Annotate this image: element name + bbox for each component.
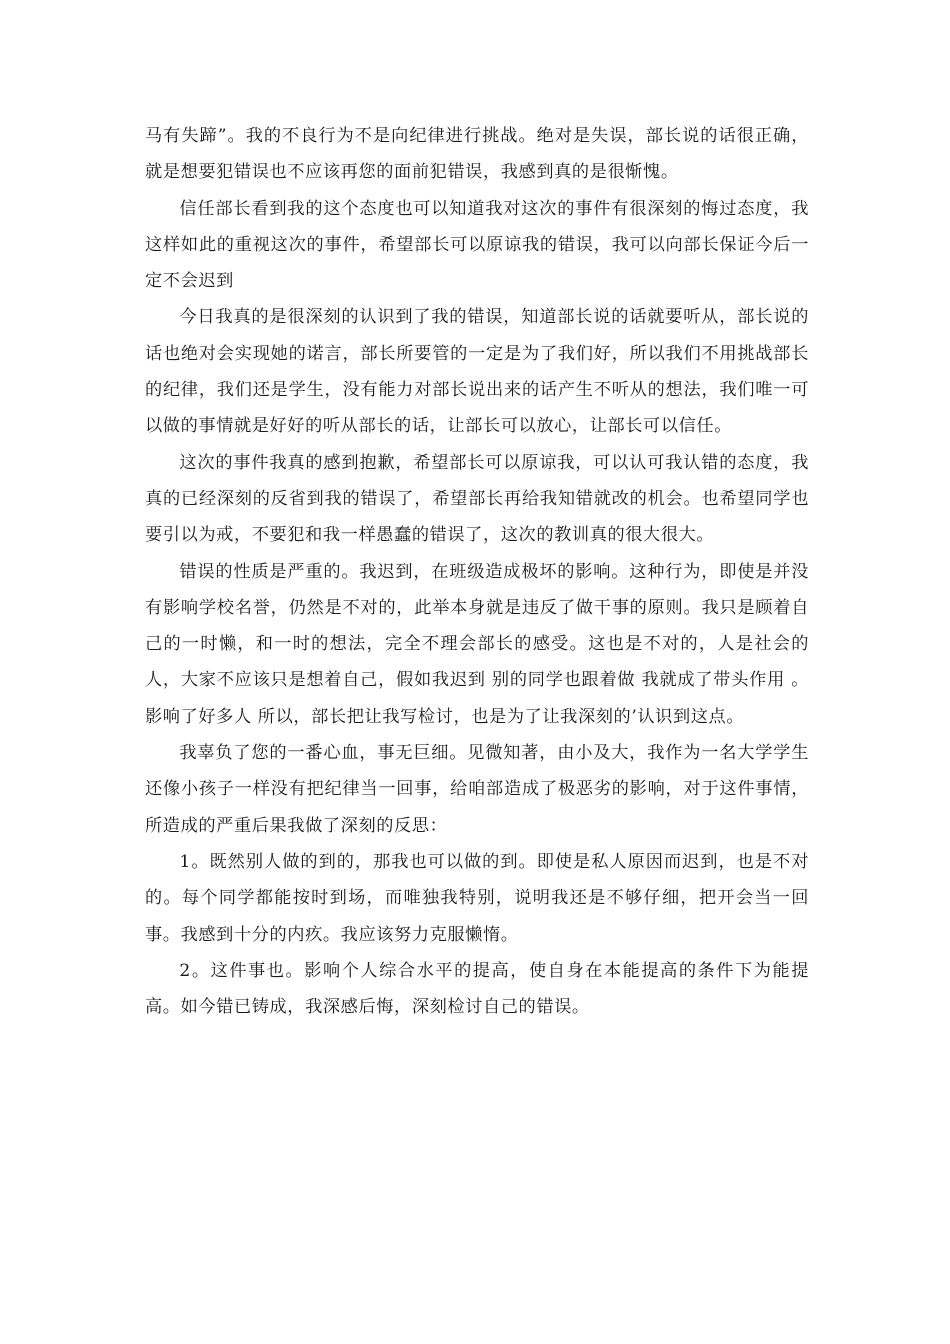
paragraph-6: 我辜负了您的一番心血，事无巨细。见微知著，由小及大，我作为一名大学学生还像小孩子一样没有把纪律当一回事，给咱部造成了极恶劣的影响，对于这件事情，所造成的严重后果我做了深刻的反思： (145, 743, 809, 836)
paragraph-7: 1。既然别人做的到的，那我也可以做的到。即使是私人原因而迟到，也是不对的。每个同学都能按时到场，而唯独我特别，说明我还是不够仔细，把开会当一回事。我感到十分的内疚。我应该努力克服懒惰。 (145, 851, 809, 945)
paragraph-5: 错误的性质是严重的。我迟到，在班级造成极坏的影响。这种行为，即使是并没有影响学校名誉，仍然是不对的，此举本身就是违反了做干事的原则。我只是顾着自己的一时懒，和一时的想法，完全不理会部长的感受。这也是不对的，人是社会的人，大家不应该只是想着自己，假如我迟到 别的同学也跟着做 我就成了带头作用 。影响了好多人 所以，部长把让我写检讨，也是为了让我深刻的’认识到这点。 (145, 561, 809, 727)
document-body (145, 118, 809, 1025)
paragraph-1: 马有失蹄”。我的不良行为不是向纪律进行挑战。绝对是失误，部长说的话很正确，就是想要犯错误也不应该再您的面前犯错误，我感到真的是很惭愧。 (145, 126, 809, 183)
paragraph-3: 今日我真的是很深刻的认识到了我的错误，知道部长说的话就要听从，部长说的话也绝对会实现她的诺言，部长所要管的一定是为了我们好，所以我们不用挑战部长的纪律，我们还是学生，没有能力对部长说出来的话产生不听从的想法，我们唯一可以做的事情就是好好的听从部长的话，让部长可以放心，让部长可以信任。 (145, 307, 809, 437)
paragraph-8: 2。这件事也。影响个人综合水平的提高，使自身在本能提高的条件下为能提高。如今错已铸成，我深感后悔，深刻检讨自己的错误。 (145, 960, 809, 1018)
paragraph-2: 信任部长看到我的这个态度也可以知道我对这次的事件有很深刻的悔过态度，我这样如此的重视这次的事件，希望部长可以原谅我的错误，我可以向部长保证今后一定不会迟到 (145, 198, 809, 292)
paragraph-4: 这次的事件我真的感到抱歉，希望部长可以原谅我，可以认可我认错的态度，我真的已经深刻的反省到我的错误了，希望部长再给我知错就改的机会。也希望同学也要引以为戒，不要犯和我一样愚蠢的错误了，这次的教训真的很大很大。 (145, 452, 809, 546)
